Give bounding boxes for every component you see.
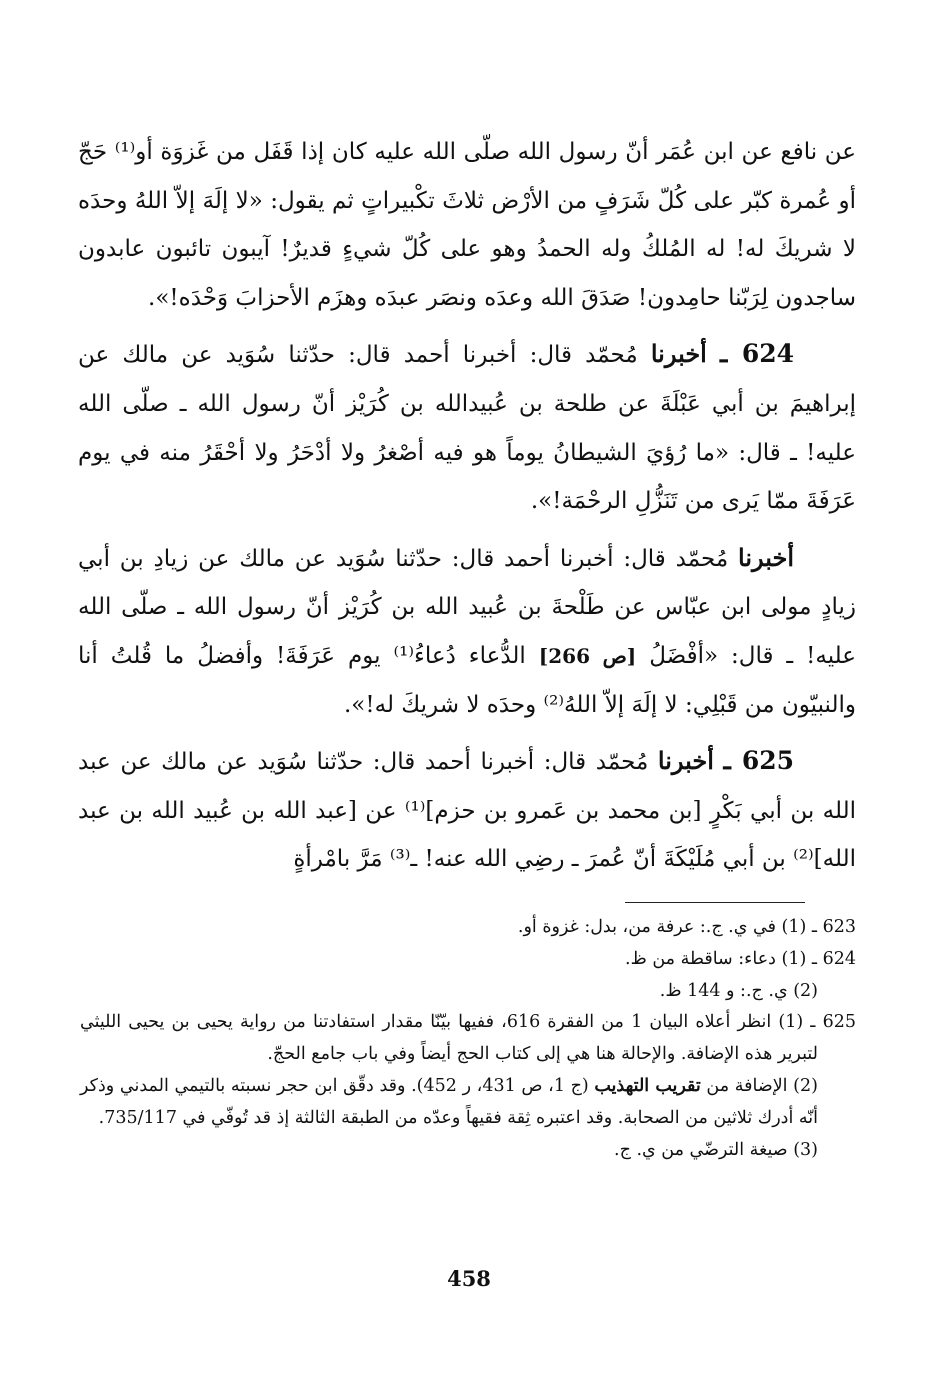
footnotes — [80, 912, 856, 1166]
footnote-624-1: 624 ـ (1) دعاء: ساقطة من ظ. — [625, 948, 856, 969]
footnote-625-2: (2) الإضافة من تقريب التهذيب (ج 1، ص 431، ر 452). وقد دقّق ابن حجر نسبته بالتيمي المدني وذكر أنّه أدرك ثلاثين من الصحابة. وقد اعتبره ثِقة فقيهاً وعدّه من الطبقة الثالثة إذ قد تُوفّي في 735/117. — [80, 1075, 818, 1128]
page-number: 458 — [447, 1266, 491, 1291]
paragraph-625 — [78, 737, 856, 884]
paragraph-number: 624 ـ — [719, 339, 795, 369]
main-text — [78, 128, 856, 884]
book-title: تقريب التهذيب — [594, 1075, 701, 1096]
paragraph-624-b — [78, 534, 856, 729]
keyword-akhbarana: أخبرنا — [650, 339, 707, 369]
page-reference: [ص 266] — [538, 643, 637, 668]
keyword-akhbarana: أخبرنا — [738, 542, 795, 572]
paragraph-text: مُحمّد قال: أخبرنا أحمد قال: حدّثنا سُوَيد عن مالك عن زيادِ بن أبي زيادٍ مولى ابن عبّاس عن طَلْحةَ بن عُبيد الله بن كُرَيْز أنّ رسول الله ـ صلّى الله عليه! ـ قال: «أفْضَلُ — [78, 545, 856, 669]
footnote-625-1: 625 ـ (1) انظر أعلاه البيان 1 من الفقرة 616، ففيها بيّنّا مقدار استفادتنا من رواية يحيى بن يحيى الليثي لتبرير هذه الإضافة. والإحالة هنا هي إلى كتاب الحج أيضاً وفي باب جامع الحجّ. — [80, 1012, 856, 1065]
paragraph-text: مُحمّد قال: أخبرنا أحمد قال: حدّثنا سُوَيد عن مالك عن عبد الله بن أبي بَكْرٍ [بن محمد بن عَمرو بن حزم]⁽¹⁾ عن [عبد الله بن عُبيد الله بن عبد الله]⁽²⁾ بن أبي مُلَيْكَةَ أنّ عُمرَ ـ رضِي الله عنه! ـ⁽³⁾ مَرَّ بامْرأةٍ — [78, 749, 856, 873]
paragraph-text: مُحمّد قال: أخبرنا أحمد قال: حدّثنا سُوَيد عن مالك عن إبراهيمَ بن أبي عَبْلَةَ عن طلحة بن عُبيدالله بن كُرَيْز أنّ رسول الله ـ صلّى الله عليه! ـ قال: «ما رُؤيَ الشيطانُ يوماً هو فيه أصْغرُ ولا أدْحَرُ ولا أحْقَرُ منه في يوم عَرَفَةَ ممّا يَرى من تَنَزُّلِ الرحْمَة!». — [78, 342, 856, 515]
paragraph-text: الدُّعاء دُعاءُ⁽¹⁾ يوم عَرَفَةَ! وأفضلُ ما قُلتُ أنا والنبيّون من قَبْلِي: لا إلَهَ إلاّ اللهُ⁽²⁾ وحدَه لا شريكَ له!». — [78, 642, 856, 718]
footnote-624-2: (2) ي. ج.: و 144 ظ. — [659, 980, 818, 1001]
paragraph-624 — [78, 330, 856, 525]
paragraph-number: 625 ـ — [723, 746, 795, 776]
footnote-divider — [625, 902, 805, 903]
paragraph-623-continued: عن نافع عن ابن عُمَر أنّ رسول الله صلّى الله عليه كان إذا قَفَل من غَزوَة أو⁽¹⁾ حَجّ أو عُمرة كبّر على كُلّ شَرَفٍ من الأرْض ثلاثَ تكْبيراتٍ ثم يقول: «لا إلَهَ إلاّ اللهُ وحدَه لا شريكَ له! له المُلكُ وله الحمدُ وهو على كُلّ شيءٍ قديرٌ! آيبون تائبون عابدون ساجدون لِرَبّنا حامِدون! صَدَقَ الله وعدَه ونصَر عبدَه وهزَم الأحزابَ وَحْدَه!». — [78, 139, 856, 311]
keyword-akhbarana: أخبرنا — [657, 746, 714, 776]
footnote-623-1: 623 ـ (1) في ي. ج.: عرفة من، بدل: غزوة أو. — [517, 917, 856, 937]
footnote-625-3: (3) صيغة الترضّي من ي. ج. — [614, 1139, 818, 1160]
